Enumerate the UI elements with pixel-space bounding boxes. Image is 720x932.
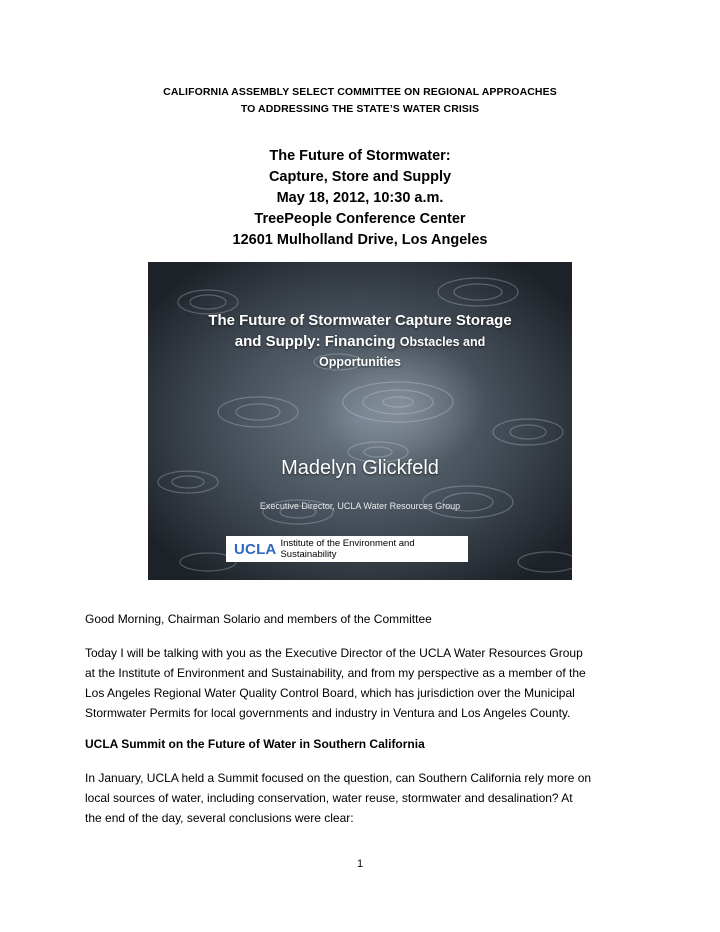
intro-line: at the Institute of Environment and Sustainability, and from my perspective as a member of the	[85, 666, 586, 680]
slide-title-line-3: Opportunities	[319, 355, 401, 369]
hearing-title-block	[0, 146, 720, 251]
summit-line: the end of the day, several conclusions were clear:	[85, 811, 354, 825]
page-number: 1	[356, 858, 364, 870]
summit-line: In January, UCLA held a Summit focused on the question, can Southern California rely more on	[85, 771, 592, 785]
slide-title-line-2a: and Supply: Financing	[234, 333, 400, 350]
hearing-subtitle: Capture, Store and Supply	[268, 169, 452, 185]
intro-line: Today I will be talking with you as the Executive Director of the UCLA Water Resources Group	[85, 646, 583, 660]
hearing-title: The Future of Stormwater:	[269, 148, 451, 164]
summit-line: local sources of water, including conservation, water reuse, stormwater and desalination? At	[85, 791, 573, 805]
slide-title-line-2b: Obstacles and	[399, 335, 486, 349]
ucla-logo-mark: UCLA	[234, 540, 277, 558]
hearing-address: 12601 Mulholland Drive, Los Angeles	[232, 232, 488, 248]
intro-line: Los Angeles Regional Water Quality Control Board, which has jurisdiction over the Municipal	[85, 686, 575, 700]
ucla-logo	[226, 536, 468, 562]
greeting-paragraph: Good Morning, Chairman Solario and members of the Committee	[85, 612, 432, 626]
ucla-logo-text: Institute of the Environment and Sustainability	[280, 538, 415, 560]
slide-title-line-2	[148, 331, 572, 353]
summit-paragraph	[85, 768, 645, 828]
committee-header-line-1: CALIFORNIA ASSEMBLY SELECT COMMITTEE ON REGIONAL APPROACHES	[163, 86, 557, 98]
intro-paragraph	[85, 643, 645, 723]
presenter-role: Executive Director, UCLA Water Resources Group	[259, 501, 461, 511]
hearing-date: May 18, 2012, 10:30 a.m.	[276, 190, 444, 206]
presentation-slide-image	[148, 262, 572, 580]
presenter-name: Madelyn Glickfeld	[281, 457, 439, 479]
committee-header-line-2: TO ADDRESSING THE STATE’S WATER CRISIS	[240, 103, 480, 115]
slide-title-line-1: The Future of Stormwater Capture Storage	[208, 312, 512, 329]
hearing-venue: TreePeople Conference Center	[254, 211, 466, 227]
section-heading: UCLA Summit on the Future of Water in Southern California	[85, 737, 425, 751]
intro-line: Stormwater Permits for local governments and industry in Ventura and Los Angeles County.	[85, 706, 571, 720]
